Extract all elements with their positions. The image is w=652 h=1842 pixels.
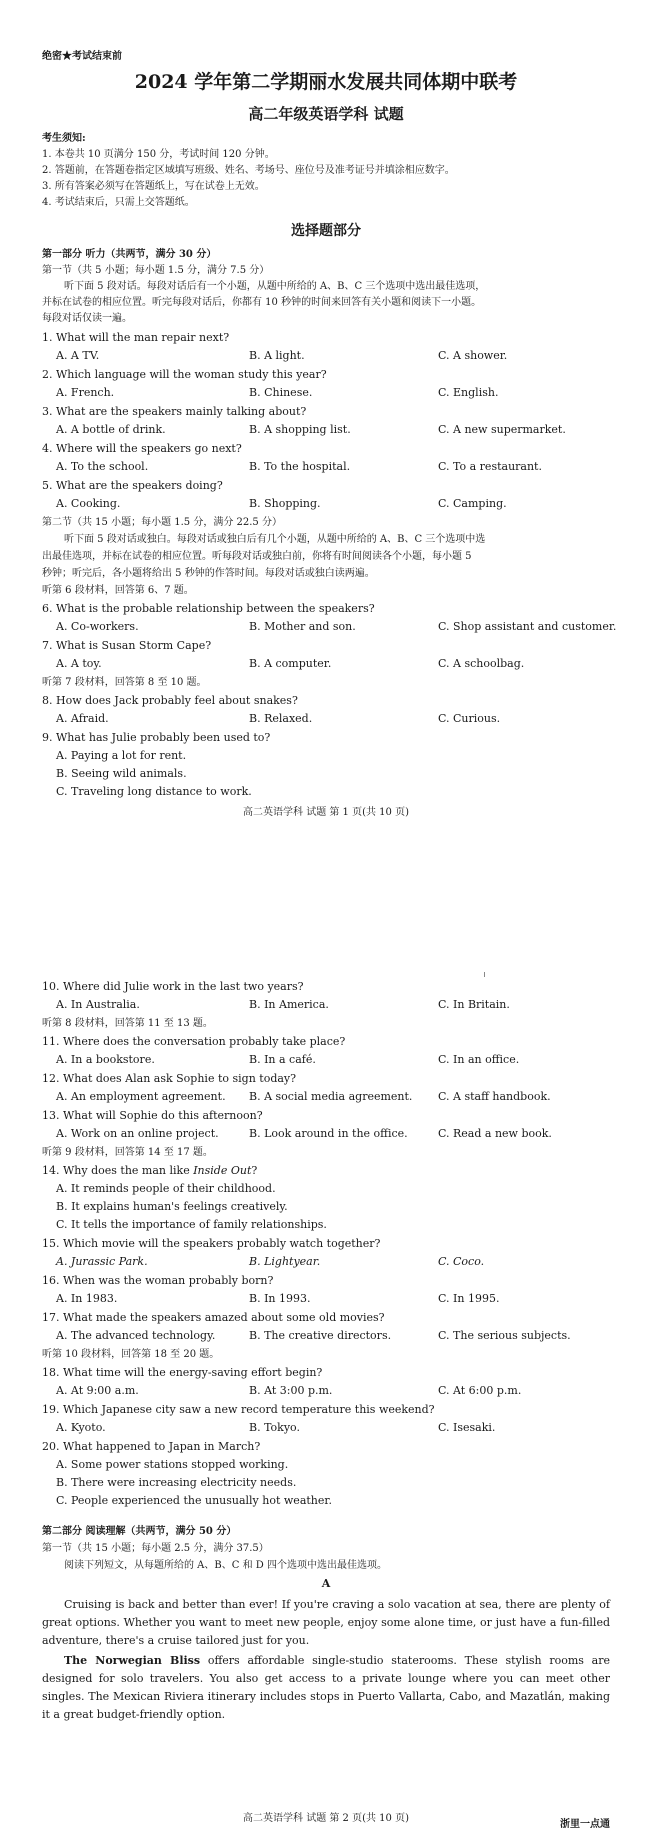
option-b: B. A computer. xyxy=(249,657,332,670)
sec2-instruction: 秒钟；听完后，各小题将给出 5 秒钟的作答时间。每段对话或独白读两遍。 xyxy=(42,568,375,579)
option-a: A. It reminds people of their childhood. xyxy=(56,1182,276,1195)
notice-heading: 考生须知: xyxy=(42,133,86,144)
option-c: C. A shower. xyxy=(438,349,508,362)
question-stem xyxy=(42,1164,257,1178)
question-stem: 17. What made the speakers amazed about some old movies? xyxy=(42,1311,385,1324)
paragraph-text: offers affordable single-studio staterooms. These stylish rooms are designed for solo travelers. You also get access to a private lounge where you can meet other singles. The Mexican Riviera itinerary includes stops in Puerto Vallarta, Cabo, and Mazatlán, making it a great budget-friendly option. xyxy=(42,1654,611,1721)
notice-item: 2. 答题前，在答题卷指定区域填写班级、姓名、考场号、座位号及准考证号并填涂相应数字。 xyxy=(42,165,455,176)
question-stem: 6. What is the probable relationship between the speakers? xyxy=(42,602,375,615)
cruise-name: The Norwegian Bliss xyxy=(64,1654,201,1667)
sec1-title: 第一节（共 5 小题；每小题 1.5 分，满分 7.5 分） xyxy=(42,265,270,276)
option-a: A. A bottle of drink. xyxy=(56,423,166,436)
passage-paragraph: Cruising is back and better than ever! If you're craving a solo vacation at sea, there are plenty of great options. Whether you want to meet new people, enjoy some alone time, or just have a fun-filled adventure, there's a cruise tailored just for you. xyxy=(42,1598,610,1647)
option-b: B. Seeing wild animals. xyxy=(56,767,187,780)
part2-instruction: 阅读下列短文，从每题所给的 A、B、C 和 D 四个选项中选出最佳选项。 xyxy=(64,1560,387,1571)
question-stem: 5. What are the speakers doing? xyxy=(42,479,223,492)
option-b: B. Lightyear. xyxy=(249,1255,321,1268)
passage-paragraph xyxy=(42,1652,610,1724)
option-c: C. Traveling long distance to work. xyxy=(56,785,252,798)
exam-page-1 xyxy=(0,0,652,900)
material-note: 听第 7 段材料，回答第 8 至 10 题。 xyxy=(42,677,207,688)
question-stem: 9. What has Julie probably been used to? xyxy=(42,731,271,744)
option-a: A. Work on an online project. xyxy=(56,1127,219,1140)
option-c: C. A schoolbag. xyxy=(438,657,525,670)
option-b: B. Mother and son. xyxy=(249,620,356,633)
question-stem: 16. When was the woman probably born? xyxy=(42,1274,274,1287)
question-stem: 19. Which Japanese city saw a new record temperature this weekend? xyxy=(42,1403,435,1416)
option-b: B. In 1993. xyxy=(249,1292,311,1305)
option-c: C. To a restaurant. xyxy=(438,460,542,473)
option-a: A. The advanced technology. xyxy=(56,1329,216,1342)
option-c: C. In an office. xyxy=(438,1053,520,1066)
question-stem: 18. What time will the energy-saving effort begin? xyxy=(42,1366,323,1379)
material-note: 听第 8 段材料，回答第 11 至 13 题。 xyxy=(42,1018,213,1029)
part2-title: 第二部分 阅读理解（共两节，满分 50 分） xyxy=(42,1526,237,1537)
option-a: A. A toy. xyxy=(56,657,102,670)
option-b: B. To the hospital. xyxy=(249,460,351,473)
option-a: A. In a bookstore. xyxy=(56,1053,155,1066)
option-a: A. Some power stations stopped working. xyxy=(56,1458,289,1471)
confidential-label: 绝密★考试结束前 xyxy=(42,51,122,62)
option-c: C. English. xyxy=(438,386,499,399)
option-a: A. An employment agreement. xyxy=(56,1090,226,1103)
scan-mark xyxy=(484,972,485,977)
section-title: 选择题部分 xyxy=(291,223,361,239)
option-a: A. Kyoto. xyxy=(56,1421,106,1434)
question-stem: 4. Where will the speakers go next? xyxy=(42,442,242,455)
option-b: B. A shopping list. xyxy=(249,423,351,436)
question-stem: 11. Where does the conversation probably take place? xyxy=(42,1035,346,1048)
exam-subtitle: 高二年级英语学科 试题 xyxy=(248,105,404,123)
option-c: C. Shop assistant and customer. xyxy=(438,620,617,633)
material-note: 听第 10 段材料，回答第 18 至 20 题。 xyxy=(42,1349,220,1360)
question-stem: 12. What does Alan ask Sophie to sign today? xyxy=(42,1072,297,1085)
option-a: A. Jurassic Park. xyxy=(56,1255,148,1268)
option-c: C. It tells the importance of family relationships. xyxy=(56,1218,327,1231)
watermark: 浙里一点通 xyxy=(560,1819,610,1830)
option-c: C. In Britain. xyxy=(438,998,510,1011)
sec1-instruction: 每段对话仅读一遍。 xyxy=(42,313,132,324)
option-a: A. French. xyxy=(56,386,115,399)
option-b: B. Tokyo. xyxy=(249,1421,300,1434)
option-b: B. Shopping. xyxy=(249,497,321,510)
sec1-instruction: 听下面 5 段对话。每段对话后有一个小题，从题中所给的 A、B、C 三个选项中选出最佳选项， xyxy=(64,281,486,292)
material-note: 听第 6 段材料，回答第 6、7 题。 xyxy=(42,585,194,596)
option-b: B. In America. xyxy=(249,998,329,1011)
option-b: B. It explains human's feelings creatively. xyxy=(56,1200,288,1213)
notice-item: 1. 本卷共 10 页满分 150 分，考试时间 120 分钟。 xyxy=(42,149,275,160)
option-b: B. In a café. xyxy=(249,1053,316,1066)
option-a: A. At 9:00 a.m. xyxy=(56,1384,139,1397)
option-a: A. Paying a lot for rent. xyxy=(56,749,187,762)
option-b: B. A light. xyxy=(249,349,305,362)
sec1-instruction: 并标在试卷的相应位置。听完每段对话后，你都有 10 秒钟的时间来回答有关小题和阅读下一小题。 xyxy=(42,297,482,308)
page-footer: 高二英语学科 试题 第 2 页(共 10 页) xyxy=(243,1813,409,1824)
option-a: A. In 1983. xyxy=(56,1292,118,1305)
part1-title: 第一部分 听力（共两节，满分 30 分） xyxy=(42,249,217,260)
option-a: A. Afraid. xyxy=(56,712,109,725)
sec2-title: 第二节（共 15 小题；每小题 1.5 分，满分 22.5 分） xyxy=(42,517,282,528)
notice-item: 4. 考试结束后，只需上交答题纸。 xyxy=(42,197,195,208)
sec2-instruction: 出最佳选项，并标在试卷的相应位置。听每段对话或独白前，你将有时间阅读各个小题，每小题 5 xyxy=(42,551,472,562)
option-c: C. At 6:00 p.m. xyxy=(438,1384,522,1397)
sec2-instruction: 听下面 5 段对话或独白。每段对话或独白后有几个小题，从题中所给的 A、B、C 三个选项中选 xyxy=(64,534,486,545)
question-stem: 8. How does Jack probably feel about snakes? xyxy=(42,694,298,707)
question-stem: 1. What will the man repair next? xyxy=(42,331,230,344)
notice-item: 3. 所有答案必须写在答题纸上，写在试卷上无效。 xyxy=(42,181,265,192)
passage-label: A xyxy=(321,1577,331,1590)
question-stem: 13. What will Sophie do this afternoon? xyxy=(42,1109,263,1122)
option-b: B. A social media agreement. xyxy=(249,1090,413,1103)
option-c: C. Read a new book. xyxy=(438,1127,552,1140)
option-b: B. Chinese. xyxy=(249,386,313,399)
question-stem: 3. What are the speakers mainly talking about? xyxy=(42,405,307,418)
option-c: C. Curious. xyxy=(438,712,501,725)
exam-title: 2024 学年第二学期丽水发展共同体期中联考 xyxy=(134,71,518,93)
material-note: 听第 9 段材料，回答第 14 至 17 题。 xyxy=(42,1147,213,1158)
option-b: B. Look around in the office. xyxy=(249,1127,408,1140)
option-b: B. At 3:00 p.m. xyxy=(249,1384,333,1397)
question-stem: 15. Which movie will the speakers probably watch together? xyxy=(42,1237,381,1250)
page-footer: 高二英语学科 试题 第 1 页(共 10 页) xyxy=(243,807,409,818)
question-stem: 7. What is Susan Storm Cape? xyxy=(42,639,212,652)
option-c: C. Coco. xyxy=(438,1255,485,1268)
option-a: A. Co-workers. xyxy=(56,620,139,633)
option-b: B. There were increasing electricity needs. xyxy=(56,1476,297,1489)
exam-page-2 xyxy=(0,960,652,1842)
option-a: A. To the school. xyxy=(56,460,149,473)
question-mark: ? xyxy=(251,1164,258,1177)
question-stem: 10. Where did Julie work in the last two years? xyxy=(42,980,304,993)
option-c: C. The serious subjects. xyxy=(438,1329,571,1342)
option-b: B. Relaxed. xyxy=(249,712,313,725)
question-stem: 2. Which language will the woman study this year? xyxy=(42,368,327,381)
option-a: A. A TV. xyxy=(56,349,100,362)
option-b: B. The creative directors. xyxy=(249,1329,392,1342)
movie-title: Inside Out xyxy=(193,1164,252,1177)
option-c: C. People experienced the unusually hot weather. xyxy=(56,1494,332,1507)
option-c: C. A staff handbook. xyxy=(438,1090,551,1103)
question-stem: 20. What happened to Japan in March? xyxy=(42,1440,261,1453)
option-a: A. In Australia. xyxy=(56,998,140,1011)
part2-section: 第一节（共 15 小题；每小题 2.5 分，满分 37.5） xyxy=(42,1543,269,1554)
option-c: C. Isesaki. xyxy=(438,1421,496,1434)
option-a: A. Cooking. xyxy=(56,497,121,510)
option-c: C. Camping. xyxy=(438,497,507,510)
option-c: C. In 1995. xyxy=(438,1292,500,1305)
option-c: C. A new supermarket. xyxy=(438,423,566,436)
question-stem-text: 14. Why does the man like xyxy=(42,1164,194,1177)
